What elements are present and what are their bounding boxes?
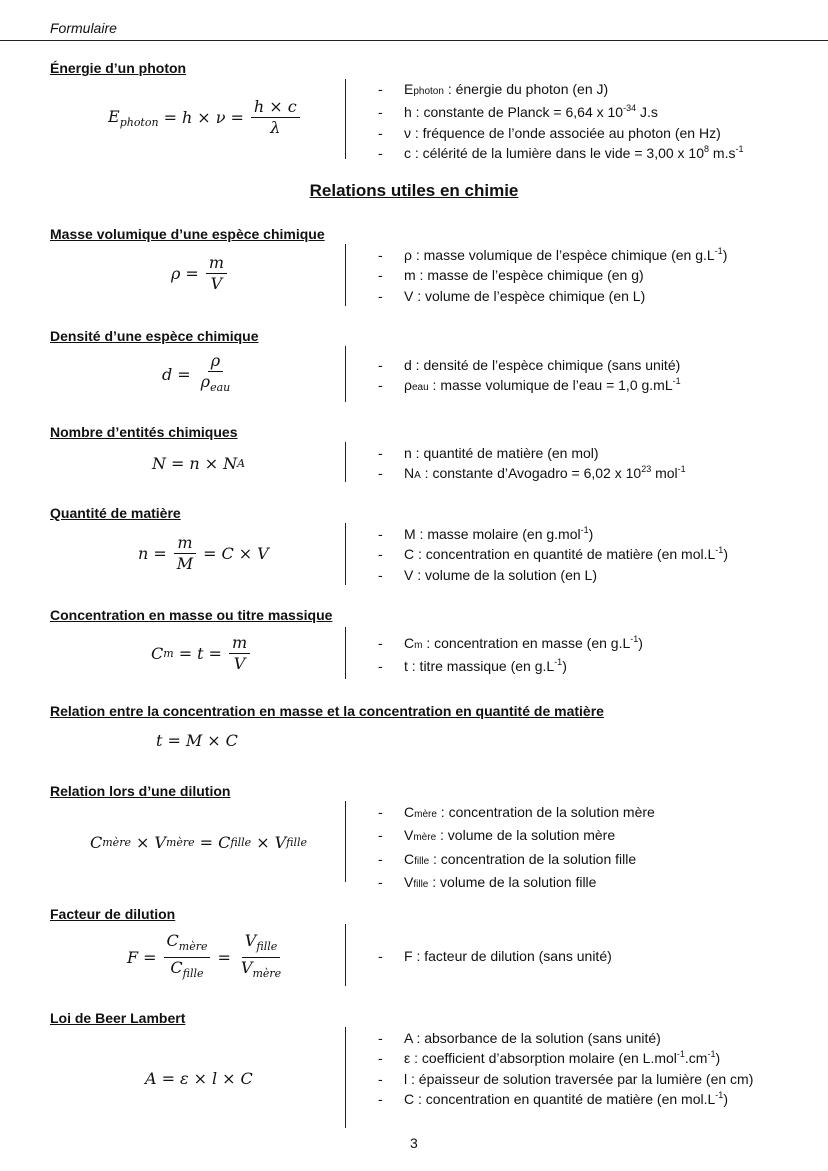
formula-entites: N = n × N A — [152, 454, 246, 473]
def-item: - F : facteur de dilution (sans unité) — [378, 946, 778, 966]
section-title-densite: Densité d’une espèce chimique — [50, 328, 259, 344]
section-title-dilution: Relation lors d’une dilution — [50, 783, 231, 799]
def-item: - l : épaisseur de solution traversée par la lumière (en cm) — [378, 1069, 778, 1089]
divider-masse-volumique — [345, 244, 346, 306]
formula-densite: d = $\frac{\rho}{\rho_{eau}}$ — [162, 351, 231, 394]
def-item: - V : volume de la solution (en L) — [378, 565, 778, 585]
def-item: - Ephoton : énergie du photon (en J) — [378, 79, 778, 102]
def-item: - Cm : concentration en masse (en $g.L^{-1}$) — [378, 633, 778, 656]
def-item: - NA : constante d’Avogadro = 6,02 x $10^{23}$ mol$^{-1}$ — [378, 463, 778, 486]
section-title-relation: Relation entre la concentration en masse et la concentration en quantité de matière — [50, 703, 604, 719]
defs-dilution — [378, 802, 778, 895]
defs-beer-lambert — [378, 1028, 778, 1109]
defs-densite — [378, 355, 778, 399]
def-item: - C : concentration en quantité de matière (en $mol.L^{-1}$) — [378, 1089, 778, 1109]
formula-beer-lambert: A = ε × l × C — [145, 1069, 253, 1088]
def-item: - Vmère : volume de la solution mère — [378, 825, 778, 848]
section-title-entites: Nombre d’entités chimiques — [50, 424, 238, 440]
section-title-facteur: Facteur de dilution — [50, 906, 176, 922]
def-item: - A : absorbance de la solution (sans unité) — [378, 1028, 778, 1048]
formula-photon-energy: $E_{photon}$ = h × ν = $\frac{h \times c}{\lambda}$ — [108, 98, 302, 137]
formula-masse-volumique: ρ = $\frac{m}{V}$ — [171, 254, 229, 293]
divider-quantite — [345, 523, 346, 585]
section-heading-chemistry: Relations utiles en chimie — [309, 181, 519, 200]
defs-conc-masse — [378, 633, 778, 677]
formula-facteur: F = $\frac{C_{mère}}{C_{fille}}$ = $\frac{V_{fille}}{V_{mère}}$ — [127, 931, 282, 980]
page-number: 3 — [410, 1135, 418, 1151]
divider-densite — [345, 346, 346, 402]
def-item: - ρ : masse volumique de l’espèce chimique (en $g.L^{-1}$) — [378, 245, 778, 265]
formula-quantite: n = $\frac{m}{M}$ = C × V — [138, 533, 269, 573]
section-title-photon: Énergie d’un photon — [50, 60, 187, 76]
section-title-conc-masse: Concentration en masse ou titre massique — [50, 607, 333, 623]
divider-dilution — [345, 801, 346, 882]
section-title-beer-lambert: Loi de Beer Lambert — [50, 1010, 186, 1026]
def-item: - ν : fréquence de l’onde associée au photon (en Hz) — [378, 123, 778, 143]
def-item: - V : volume de l’espèce chimique (en L) — [378, 286, 778, 306]
def-item: - t : titre massique (en $g.L^{-1}$) — [378, 656, 778, 676]
def-item: - d : densité de l’espèce chimique (sans unité) — [378, 355, 778, 375]
def-item: - Vfille : volume de la solution fille — [378, 872, 778, 895]
divider-beer-lambert — [345, 1027, 346, 1128]
defs-masse-volumique — [378, 245, 778, 306]
header-title: Formulaire — [50, 20, 117, 36]
def-item: - M : masse molaire (en g.mol$^{-1}$) — [378, 524, 778, 544]
divider-facteur — [345, 924, 346, 986]
formula-conc-masse: C m = t = $\frac{m}{V}$ — [151, 634, 252, 673]
header-divider — [0, 40, 828, 41]
divider-photon — [345, 79, 346, 159]
def-item: - C : concentration en quantité de matière (en $mol.L^{-1}$) — [378, 544, 778, 564]
section-title-masse-volumique: Masse volumique d’une espèce chimique — [50, 226, 325, 242]
formula-relation: t = M × C — [156, 731, 238, 750]
def-item: - ε : coefficient d’absorption molaire (en $L.mol^{-1}.cm^{-1}$) — [378, 1048, 778, 1068]
def-item: - c : célérité de la lumière dans le vide = 3,00 x $10^8$ $m.s^{-1}$ — [378, 143, 778, 163]
def-item: - Cfille : concentration de la solution fille — [378, 849, 778, 872]
def-item: - n : quantité de matière (en mol) — [378, 443, 778, 463]
defs-quantite — [378, 524, 778, 585]
divider-entites — [345, 442, 346, 482]
def-item: - h : constante de Planck = 6,64 x $10^{-34}$ J.s — [378, 102, 778, 122]
def-item: - Cmère : concentration de la solution mère — [378, 802, 778, 825]
defs-entites — [378, 443, 778, 487]
section-title-quantite: Quantité de matière — [50, 505, 181, 521]
defs-photon — [378, 79, 778, 163]
formula-dilution: C mère × V mère = C fille × V fille — [90, 833, 308, 852]
def-item: - m : masse de l’espèce chimique (en g) — [378, 265, 778, 285]
defs-facteur — [378, 946, 778, 966]
def-item: - ρeau : masse volumique de l’eau = 1,0 $g.mL^{-1}$ — [378, 375, 778, 398]
divider-conc-masse — [345, 627, 346, 679]
